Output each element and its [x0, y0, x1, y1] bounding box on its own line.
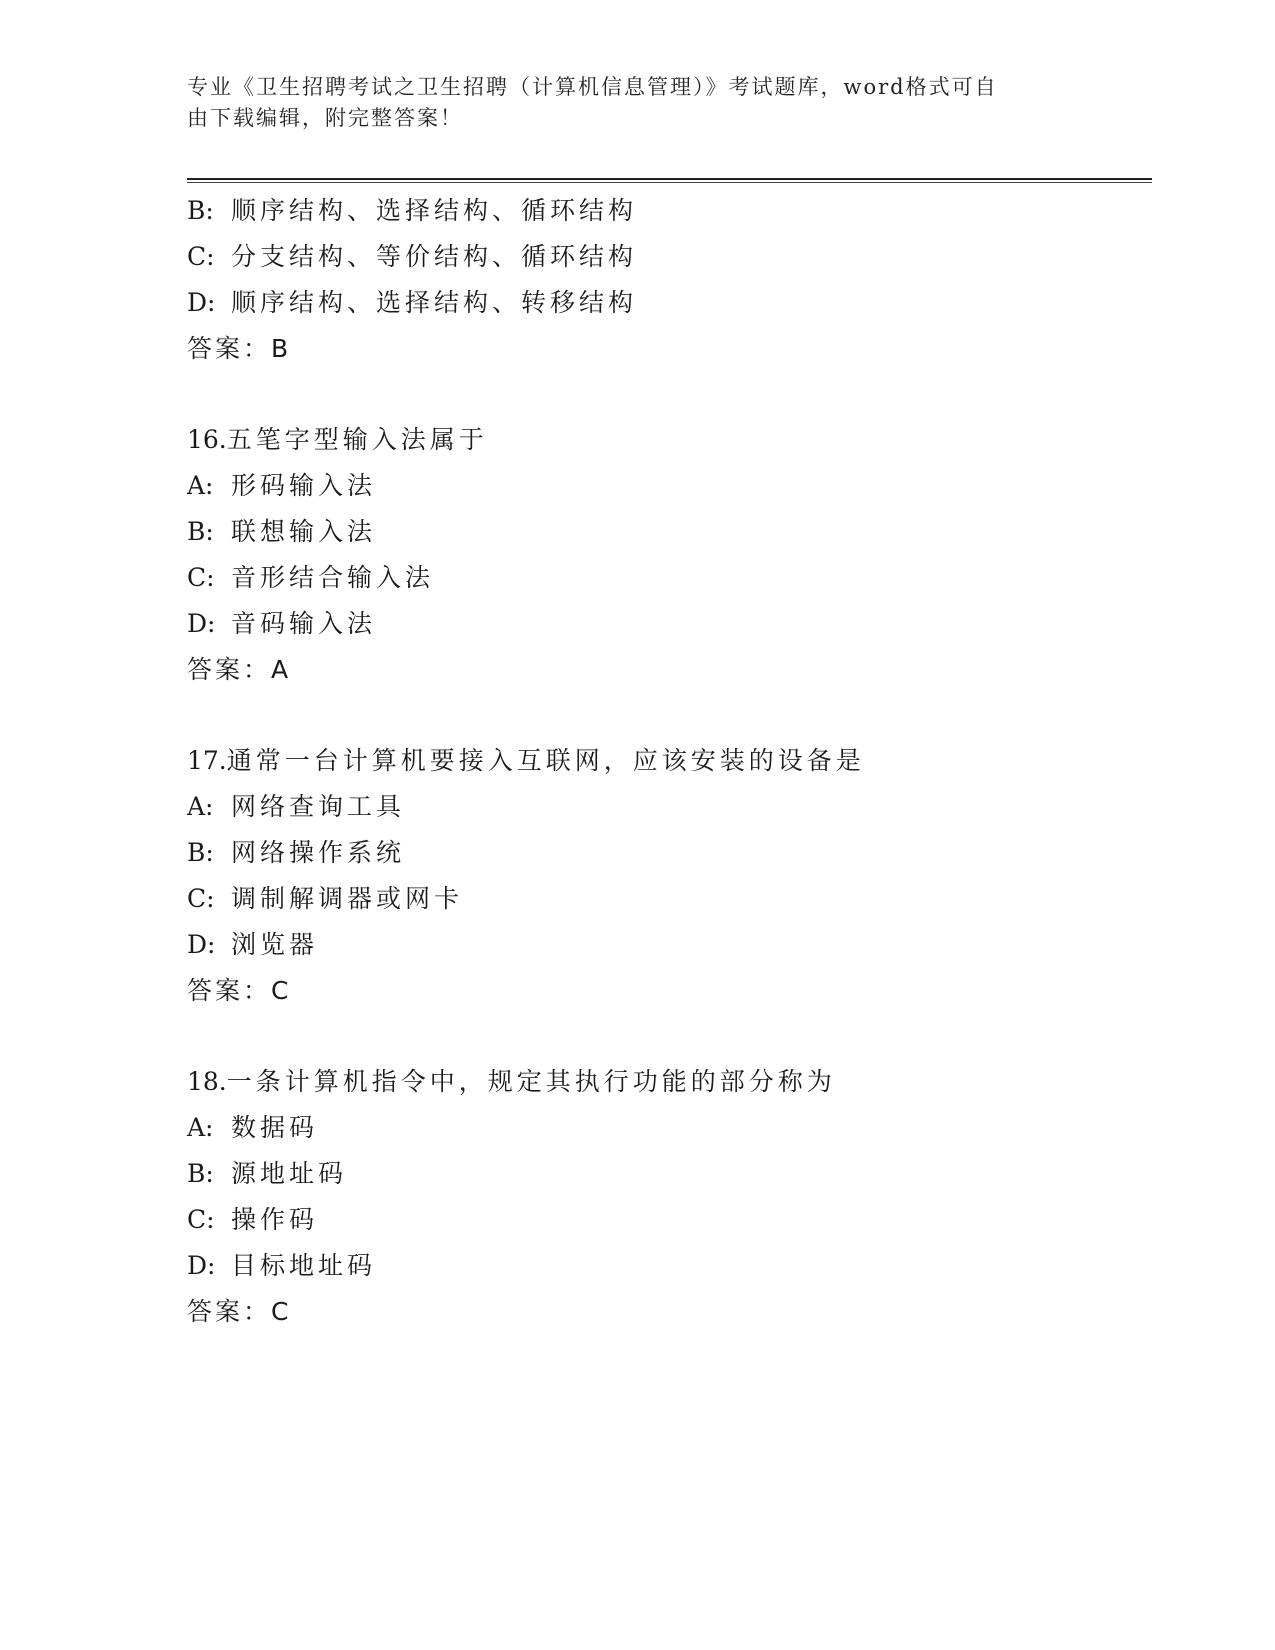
- question-title: [187, 417, 1147, 463]
- option-label: D:: [187, 1251, 216, 1280]
- option-label: D:: [187, 288, 216, 317]
- option-text: 联想输入法: [231, 517, 377, 546]
- option-label: B:: [187, 517, 214, 546]
- option-text: 调制解调器或网卡: [231, 884, 464, 913]
- option-b: [187, 1151, 1147, 1197]
- option-label: C:: [187, 884, 215, 913]
- option-label: D:: [187, 930, 216, 959]
- option-c: [187, 876, 1147, 922]
- option-text: 操作码: [231, 1205, 319, 1234]
- answer-line: 答案：C: [187, 976, 292, 1005]
- option-label: D:: [187, 609, 216, 638]
- spacer: [187, 693, 1147, 738]
- option-d: [187, 1243, 1147, 1289]
- option-label: A:: [187, 471, 214, 500]
- option-label: B:: [187, 196, 214, 225]
- option-label: C:: [187, 563, 215, 592]
- answer-line: 答案：C: [187, 1297, 292, 1326]
- option-label: C:: [187, 242, 215, 271]
- question-text: 五笔字型输入法属于: [226, 425, 488, 454]
- question-block-16: [187, 417, 1147, 693]
- option-label: A:: [187, 792, 214, 821]
- option-d: [187, 601, 1147, 647]
- question-block-18: [187, 1059, 1147, 1335]
- option-text: 顺序结构、选择结构、转移结构: [231, 288, 638, 317]
- question-list: [187, 188, 1147, 1335]
- option-c: [187, 1197, 1147, 1243]
- option-label: C:: [187, 1205, 215, 1234]
- option-d: [187, 922, 1147, 968]
- option-text: 音码输入法: [231, 609, 377, 638]
- question-block-17: [187, 738, 1147, 1014]
- question-title: [187, 1059, 1147, 1105]
- option-text: 顺序结构、选择结构、循环结构: [231, 196, 638, 225]
- header-line-1: 专业《卫生招聘考试之卫生招聘（计算机信息管理）》考试题库，word格式可自: [187, 75, 998, 99]
- header-line-2: 由下载编辑，附完整答案！: [187, 106, 463, 130]
- answer-line: 答案：A: [187, 655, 292, 684]
- question-number: 17.: [187, 746, 227, 775]
- option-a: [187, 784, 1147, 830]
- option-text: 目标地址码: [231, 1251, 377, 1280]
- option-b: [187, 509, 1147, 555]
- option-text: 音形结合输入法: [231, 563, 435, 592]
- option-label: B:: [187, 1159, 214, 1188]
- option-text: 浏览器: [231, 930, 319, 959]
- option-label: B:: [187, 838, 214, 867]
- option-text: 形码输入法: [231, 471, 377, 500]
- document-header: [187, 72, 1067, 134]
- header-divider-thin: [187, 182, 1152, 183]
- option-c: [187, 234, 1147, 280]
- option-a: [187, 463, 1147, 509]
- question-number: 18.: [187, 1067, 227, 1096]
- spacer: [187, 372, 1147, 417]
- option-text: 源地址码: [231, 1159, 348, 1188]
- spacer: [187, 1014, 1147, 1059]
- question-text: 通常一台计算机要接入互联网，应该安装的设备是: [226, 746, 865, 775]
- question-text: 一条计算机指令中，规定其执行功能的部分称为: [226, 1067, 836, 1096]
- option-b: [187, 188, 1147, 234]
- option-text: 分支结构、等价结构、循环结构: [231, 242, 638, 271]
- question-title: [187, 738, 1147, 784]
- question-block-partial: [187, 188, 1147, 372]
- option-text: 数据码: [231, 1113, 319, 1142]
- option-text: 网络操作系统: [231, 838, 406, 867]
- question-number: 16.: [187, 425, 227, 454]
- option-a: [187, 1105, 1147, 1151]
- option-c: [187, 555, 1147, 601]
- answer-line: 答案：B: [187, 334, 292, 363]
- option-label: A:: [187, 1113, 214, 1142]
- option-text: 网络查询工具: [231, 792, 406, 821]
- header-divider-thick: [187, 178, 1152, 180]
- option-d: [187, 280, 1147, 326]
- option-b: [187, 830, 1147, 876]
